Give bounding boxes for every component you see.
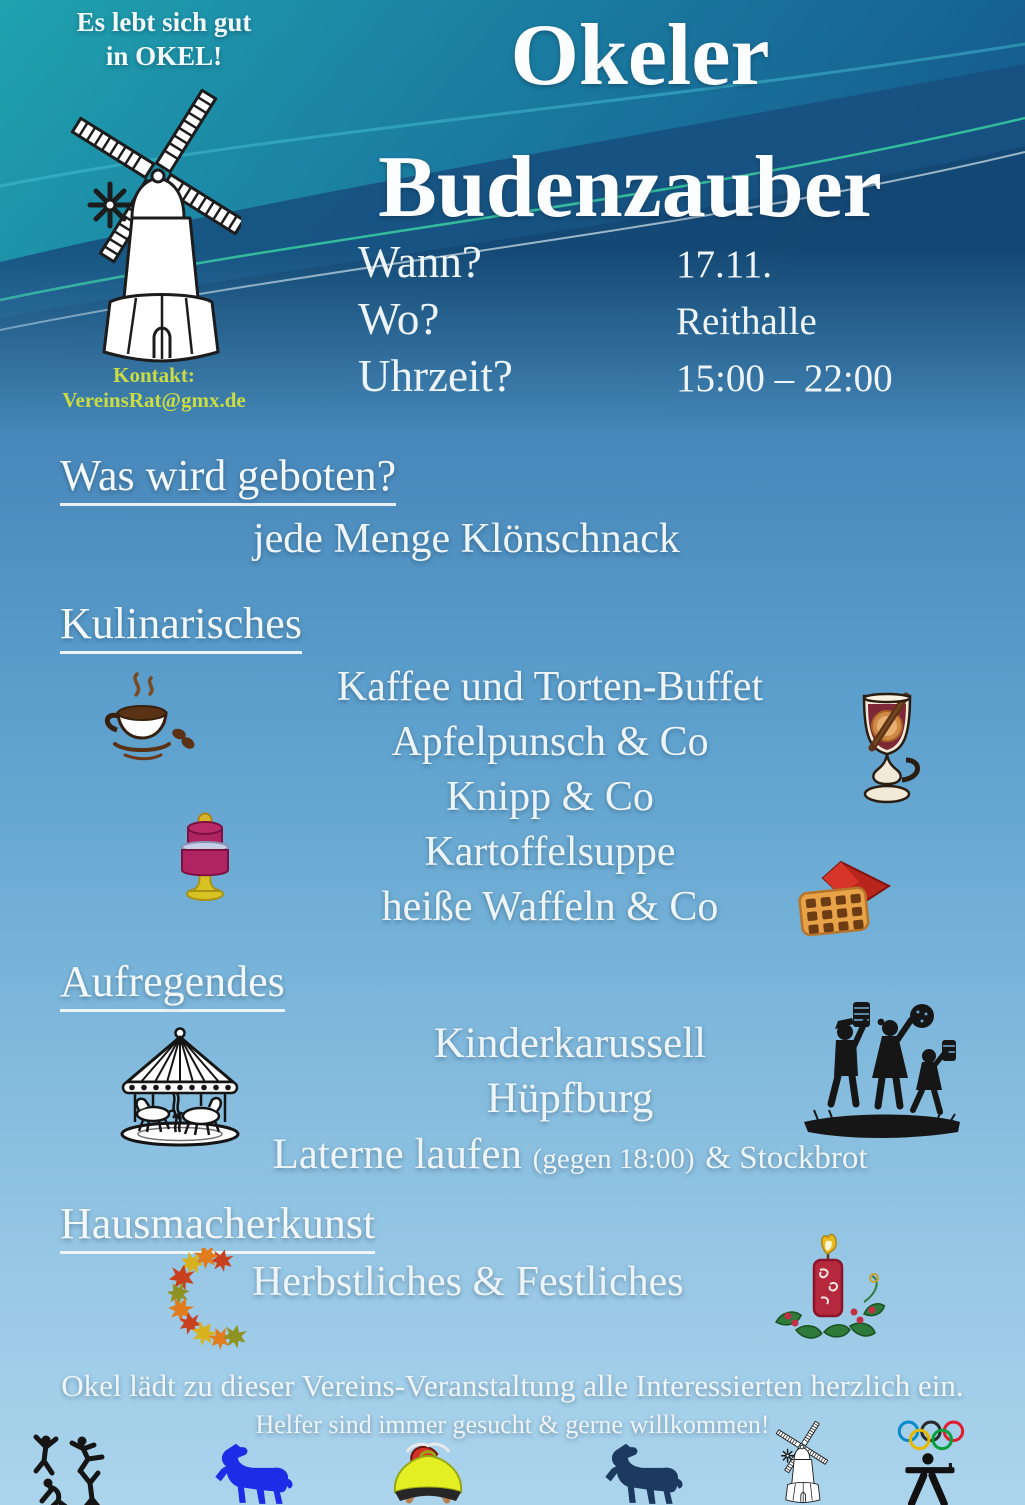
poster-title-line2: Budenzauber [378,139,882,236]
offer-line: jede Menge Klönschnack [253,516,680,562]
punch-glass-icon [840,690,935,822]
aufregendes-item: Kinderkarussell [433,1020,707,1067]
carousel-icon [105,1026,255,1148]
gymnasts-icon [30,1431,118,1505]
menu-item: heiße Waffeln & Co [381,884,719,930]
navy-horse-icon [598,1441,688,1505]
footer-helpers: Helfer sind immer gesucht & gerne willkommen! [255,1410,770,1439]
contact-label: Kontakt: [113,363,195,387]
menu-item: Kartoffelsuppe [424,829,676,875]
event-info [358,234,978,405]
coffee-cup-icon [85,668,200,776]
tagline-line2: in OKEL! [105,40,223,71]
waffle-icon [793,856,898,940]
village-tagline [46,6,282,74]
time-label: Uhrzeit? [358,351,513,401]
where-label: Wo? [358,294,440,344]
kulinarisches-heading: Kulinarisches [60,600,302,654]
aufregendes-item: Hüpfburg [486,1075,654,1122]
info-row-time [358,348,978,405]
where-value: Reithalle [676,300,817,343]
laterne-suffix: & Stockbrot [705,1140,868,1176]
when-label: Wann? [358,237,482,287]
info-row-when [358,234,978,291]
info-row-where [358,291,978,348]
kulinarisches-list [250,660,850,935]
when-value: 17.11. [676,243,773,286]
laterne-note: (gegen 18:00) [532,1143,695,1175]
fire-helmet-icon [383,1433,473,1505]
menu-item: Knipp & Co [446,774,654,820]
cake-icon [165,806,245,908]
contact-block [32,363,276,413]
autumn-leaves-icon [168,1248,250,1350]
aufregendes-heading: Aufregendes [60,958,285,1012]
blue-horse-icon [208,1441,298,1505]
contact-email: VereinsRat@gmx.de [62,388,246,413]
time-value: 15:00 – 22:00 [676,357,893,400]
hausmacherkunst-heading: Hausmacherkunst [60,1200,375,1254]
tagline-line1: Es lebt sich gut [76,7,252,37]
lantern-children-icon [798,998,966,1146]
menu-item: Apfelpunsch & Co [391,719,709,765]
menu-item: Kaffee und Torten-Buffet [336,664,764,710]
hausmacherkunst-line: Herbstliches & Festliches [252,1259,684,1305]
laterne-main: Laterne laufen [272,1131,522,1178]
footer-invitation: Okel lädt zu dieser Vereins-Veranstaltung alle Interessierten herzlich ein. [61,1368,964,1403]
offer-heading: Was wird geboten? [60,452,396,506]
olympic-shooter-icon [893,1418,973,1505]
windmill-icon [66,80,241,372]
candle-icon [768,1230,893,1350]
poster-title-line1: Okeler [510,7,770,104]
small-windmill-icon [760,1418,844,1505]
